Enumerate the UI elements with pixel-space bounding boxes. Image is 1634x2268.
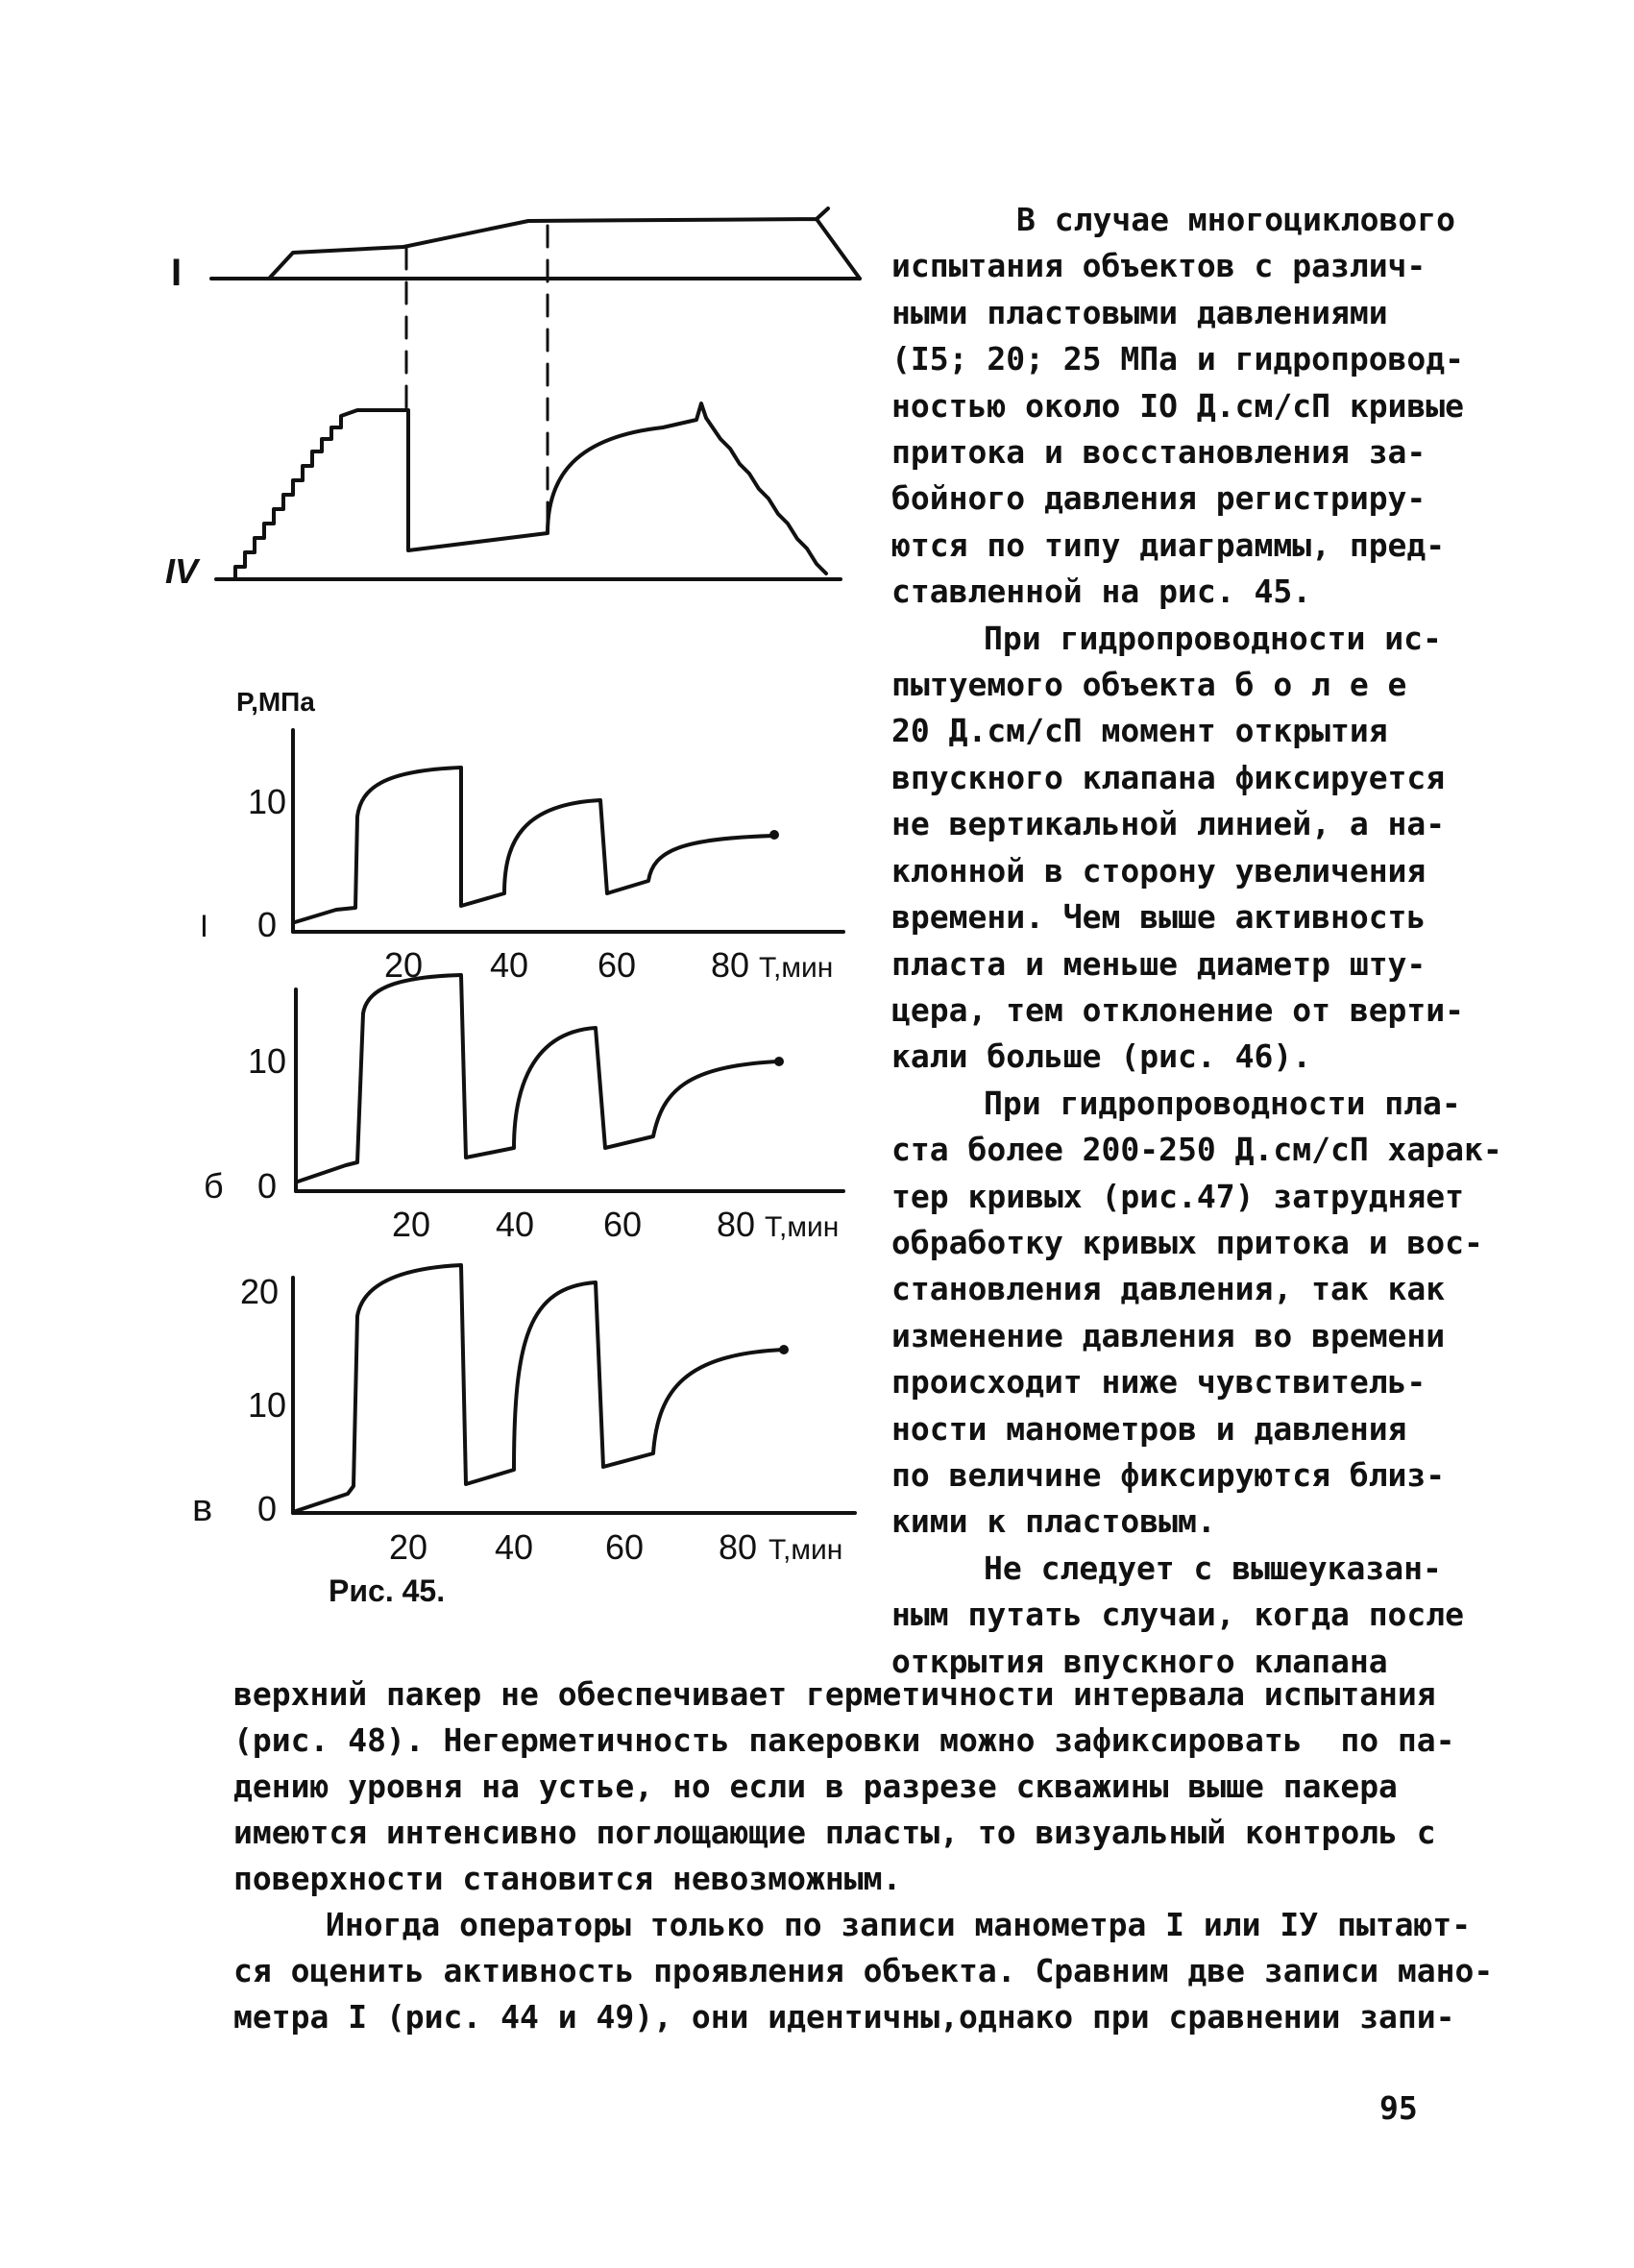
column-line: не вертикальной линией, а на-	[891, 805, 1446, 843]
panel2-curve	[298, 975, 778, 1182]
panel2-xtick-20: 20	[392, 1205, 431, 1244]
panel3-ytick-0: 0	[257, 1489, 278, 1528]
column-line: цера, тем отклонение от верти-	[891, 990, 1465, 1029]
column-line: по величине фиксируются близ-	[891, 1455, 1446, 1494]
panel2-xtick-80: 80	[717, 1205, 756, 1244]
column-line: пытуемого объекта б о л е е	[891, 666, 1407, 704]
column-line: впускного клапана фиксируется	[891, 758, 1446, 796]
column-line: (I5; 20; 25 МПа и гидропровод-	[891, 340, 1465, 378]
column-line: кали больше (рис. 46).	[891, 1037, 1312, 1076]
panel1-xtick-80: 80	[711, 945, 750, 985]
column-line: ставленной на рис. 45.	[891, 573, 1312, 611]
top-label-IV: IV	[165, 551, 199, 591]
panel1-curve	[295, 768, 773, 922]
panel3-xtick-80: 80	[719, 1527, 758, 1567]
panel3-row-label: в	[192, 1487, 213, 1529]
panel1-xtick-60: 60	[598, 945, 637, 985]
panel3-x-label: T,мин	[768, 1534, 843, 1566]
column-line: бойного давления регистриру-	[891, 479, 1427, 518]
panel3-xtick-40: 40	[495, 1527, 534, 1567]
column-line: При гидропроводности пла-	[984, 1084, 1461, 1122]
column-line: ются по типу диаграммы, пред-	[891, 525, 1446, 564]
column-line: тер кривых (рис.47) затрудняет	[891, 1177, 1465, 1215]
panel2-ytick-10: 10	[248, 1041, 287, 1081]
panel3-ytick-20: 20	[240, 1272, 280, 1311]
panel1-xtick-20: 20	[384, 945, 424, 985]
panel2-end-dot	[774, 1057, 784, 1066]
column-line: времени. Чем выше активность	[891, 898, 1427, 937]
panel3-xtick-60: 60	[605, 1527, 645, 1567]
panel1-ytick-10: 10	[248, 782, 287, 821]
panel3-curve	[296, 1265, 783, 1511]
panel2-xtick-60: 60	[603, 1205, 643, 1244]
figure-45	[144, 187, 874, 1647]
curve-IV	[226, 403, 826, 579]
panel3-xtick-20: 20	[389, 1527, 428, 1567]
body-line: имеются интенсивно поглощающие пласты, то визуальный контроль с	[233, 1814, 1436, 1851]
body-line: поверхности становится невозможным.	[233, 1860, 902, 1897]
panel1-ytick-0: 0	[257, 905, 278, 944]
figure-caption: Рис. 45.	[329, 1573, 446, 1608]
panel1-xtick-40: 40	[490, 945, 529, 985]
panel2-ytick-0: 0	[257, 1166, 278, 1206]
column-line: ности манометров и давления	[891, 1409, 1407, 1448]
column-line: становления давления, так как	[891, 1270, 1446, 1308]
column-line: клонной в сторону увеличения	[891, 851, 1427, 890]
figure-drawing	[144, 187, 874, 1647]
panel3-ytick-10: 10	[248, 1385, 287, 1425]
body-line: Иногда операторы только по записи манометра I или IУ пытают-	[326, 1906, 1472, 1943]
page-number: 95	[1379, 2089, 1418, 2127]
panel1-row-label: I	[200, 909, 208, 943]
column-line: испытания объектов с различ-	[891, 247, 1427, 285]
panel1-x-label: T,мин	[759, 952, 834, 984]
column-line: происходит ниже чувствитель-	[891, 1363, 1427, 1402]
body-line: дению уровня на устье, но если в разрезе скважины выше пакера	[233, 1768, 1398, 1805]
column-line: кими к пластовым.	[891, 1502, 1216, 1541]
body-line: (рис. 48). Негерметичность пакеровки можно зафиксировать по па-	[233, 1721, 1455, 1759]
panel3-end-dot	[779, 1345, 789, 1354]
column-line: ста более 200-250 Д.см/сП харак-	[891, 1131, 1502, 1169]
panel2-x-label: T,мин	[765, 1211, 840, 1243]
column-line: Не следует с вышеуказан-	[984, 1549, 1442, 1587]
column-line: В случае многоциклового	[1016, 201, 1455, 238]
body-text	[233, 1671, 1501, 2040]
column-line: ным путать случаи, когда после	[891, 1596, 1465, 1634]
body-line: ся оценить активность проявления объекта. Сравним две записи мано-	[233, 1952, 1494, 1989]
curve-I	[269, 208, 860, 279]
column-line: обработку кривых притока и вос-	[891, 1223, 1483, 1261]
column-line: ными пластовыми давлениями	[891, 293, 1388, 331]
column-text	[891, 197, 1501, 1685]
column-line: ностью около IO Д.см/сП кривые	[891, 386, 1465, 425]
panel2-row-label: б	[204, 1166, 224, 1206]
panel1-y-label: P,MПa	[236, 687, 315, 717]
column-line: притока и восстановления за-	[891, 433, 1427, 472]
body-line: метра I (рис. 44 и 49), они идентичны,однако при сравнении запи-	[233, 1998, 1455, 2036]
panel1-end-dot	[769, 830, 779, 840]
column-line: изменение давления во времени	[891, 1316, 1446, 1354]
column-line: пласта и меньше диаметр шту-	[891, 944, 1427, 983]
panel2-xtick-40: 40	[496, 1205, 535, 1244]
column-line: открытия впускного клапана	[891, 1642, 1388, 1680]
column-line: При гидропроводности ис-	[984, 619, 1442, 657]
top-label-I: I	[171, 252, 183, 294]
column-line: 20 Д.см/сП момент открытия	[891, 712, 1388, 750]
body-line: верхний пакер не обеспечивает герметичности интервала испытания	[233, 1675, 1436, 1713]
